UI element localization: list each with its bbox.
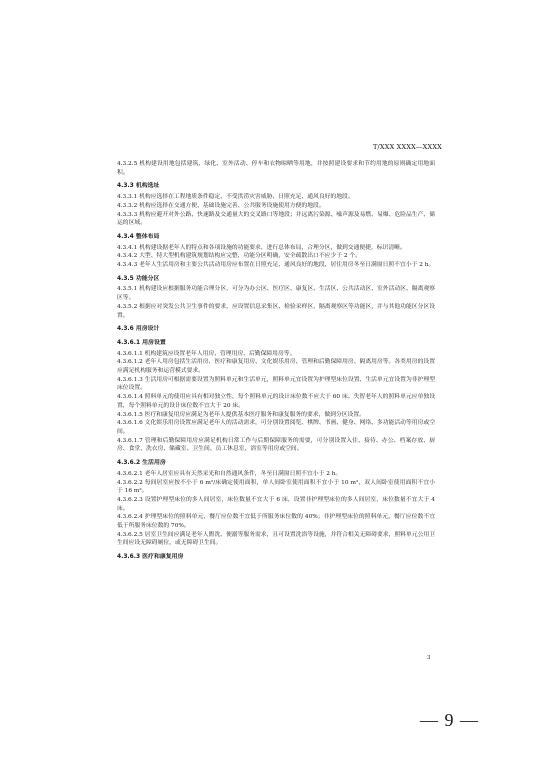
clause-paragraph: 4.3.6.1.7 管理和后勤保障用房应满足机构日常工作与后期保障服务的需要，可分别设置入住、接待、办公、档案存放、厨房、食堂、洗衣房、储藏室、卫生间、员工休息室、浴室等用房或空间。 xyxy=(117,437,435,453)
document-body xyxy=(117,160,435,564)
section-heading: 4.3.6 用房设计 xyxy=(117,326,160,333)
clause-paragraph: 4.3.6.1.6 文化娱乐用房设置应满足老年人的活动需求，可分别设置阅览、棋牌、书画、健身、网络、多功能活动等用房或空间。 xyxy=(117,420,435,435)
clause-paragraph: 4.3.2.5 机构建设用地包括建筑、绿化、室外活动、停车和衣物晾晒等用地，并按照建设要求和节约用地的原则确定用地面积。 xyxy=(117,161,435,176)
clause-paragraph: 4.3.5.2 根据应对突发公共卫生事件的要求，应设置信息采集区、检验采样区、隔离观察区等功能区，并与其他功能区分区设置。 xyxy=(117,303,435,319)
section-heading: 4.3.3 机构选址 xyxy=(117,183,160,190)
clause-paragraph: 4.3.4.3 老年人生活用房和主要公共活动用房应布置在日照充足、通风良好的地段，居住用房冬至日满窗日照不宜小于 2 h。 xyxy=(117,262,435,269)
document-code: T/XXX XXXX—XXXX xyxy=(373,143,442,151)
clause-paragraph: 4.3.6.2.4 护理型床位的照料单元，餐厅应位数不宜低于所服务床位数的 40%；非护理型床位的照料单元，餐厅应位数不宜低于所服务床位数的 70%。 xyxy=(117,514,435,530)
clause-paragraph: 4.3.5.1 机构建设应根据服务功能合理分区，可分为办公区、医疗区、康复区、生活区、公共活动区、室外活动区、隔离观察区等。 xyxy=(117,286,435,302)
clause-paragraph: 4.3.6.1.5 医疗和康复用房应满足为老年人提供基本医疗服务和康复服务的要求，做到分区设置。 xyxy=(117,411,365,418)
section-heading: 4.3.5 功能分区 xyxy=(117,275,160,282)
section-heading: 4.3.6.3 医疗和康复用房 xyxy=(117,554,184,561)
clause-paragraph: 4.3.6.1.3 生活用房可根据需要设置为照料单元和生活单元，照料单元宜设置为护理型床位设置，生活单元宜设置为非护理型床位设置。 xyxy=(117,376,435,392)
inner-page-number: 3 xyxy=(427,655,431,661)
clause-paragraph: 4.3.6.2.1 老年人居室应具有天然采光和自然通风条件，冬至日满窗日照不宜小于 2 h。 xyxy=(117,470,342,477)
clause-paragraph: 4.3.6.2.5 居室卫生间应满足老年人盥洗、便溺等服务需求，且可设置洗浴等设施，并符合相关无障碍要求，照料单元公用卫生间应设无障碍厕位，或无障碍卫生间。 xyxy=(117,531,435,547)
clause-paragraph: 4.3.6.1.1 机构建筑应设置老年人用房、管理用房、后勤保障用房等。 xyxy=(117,350,296,357)
clause-paragraph: 4.3.6.1.4 照料单元的使用应具有相对独立性，每个照料单元的设计床位数不应大于 60 床。失智老年人的照料单元应单独设置，每个照料单元的设计床位数不宜大于 20 床。 xyxy=(117,394,435,409)
section-heading: 4.3.4 整体布局 xyxy=(117,233,160,240)
clause-paragraph: 4.3.6.2.3 设置护理型床位的多人间居室，床位数量不宜大于 6 床，设置非护理型床位的多人间居室，床位数量不宜大于 4 床。 xyxy=(117,496,435,512)
clause-paragraph: 4.3.3.3 机构应避开对外公路、快速路及交通量大的交叉路口等地段；并远离污染源、噪声源及易燃、易爆、危险品生产、储运的区域。 xyxy=(117,211,435,227)
clause-paragraph: 4.3.3.1 机构应选择在工程地质条件稳定、不受洪涝灾害威胁、日照充足、通风良好的地段。 xyxy=(117,194,354,201)
clause-paragraph: 4.3.6.1.2 老年人用房包括生活用房、医疗和康复用房、文化娱乐用房、管理和后勤保障用房、隔离用房等。各类用房的设置应满足机构服务和运营模式要求。 xyxy=(117,359,435,375)
clause-paragraph: 4.3.6.2.2 每间居室应按不小于 6 m²/床确定使用面积，单人间卧室使用面积不宜小于 10 m²，双人间卧室使用面积不宜小于 16 m²。 xyxy=(117,479,435,495)
clause-paragraph: 4.3.4.2 大型、特大型机构建筑规划结构应完整，功能分区明确，安全疏散出口不应少于 2 个。 xyxy=(117,253,361,260)
section-heading: 4.3.6.2 生活用房 xyxy=(117,460,166,467)
clause-paragraph: 4.3.3.2 机构应选择在交通方便、基础设施完善、公共服务设施使用方便的地段。 xyxy=(117,202,325,209)
clause-paragraph: 4.3.4.1 机构建设据老年人的特点和各项设施的功能要求，进行总体布局，合理分区，做到交通便捷，标识清晰。 xyxy=(117,244,406,251)
section-heading: 4.3.6.1 用房设置 xyxy=(117,339,166,346)
outer-page-number: — 9 — xyxy=(420,710,479,730)
